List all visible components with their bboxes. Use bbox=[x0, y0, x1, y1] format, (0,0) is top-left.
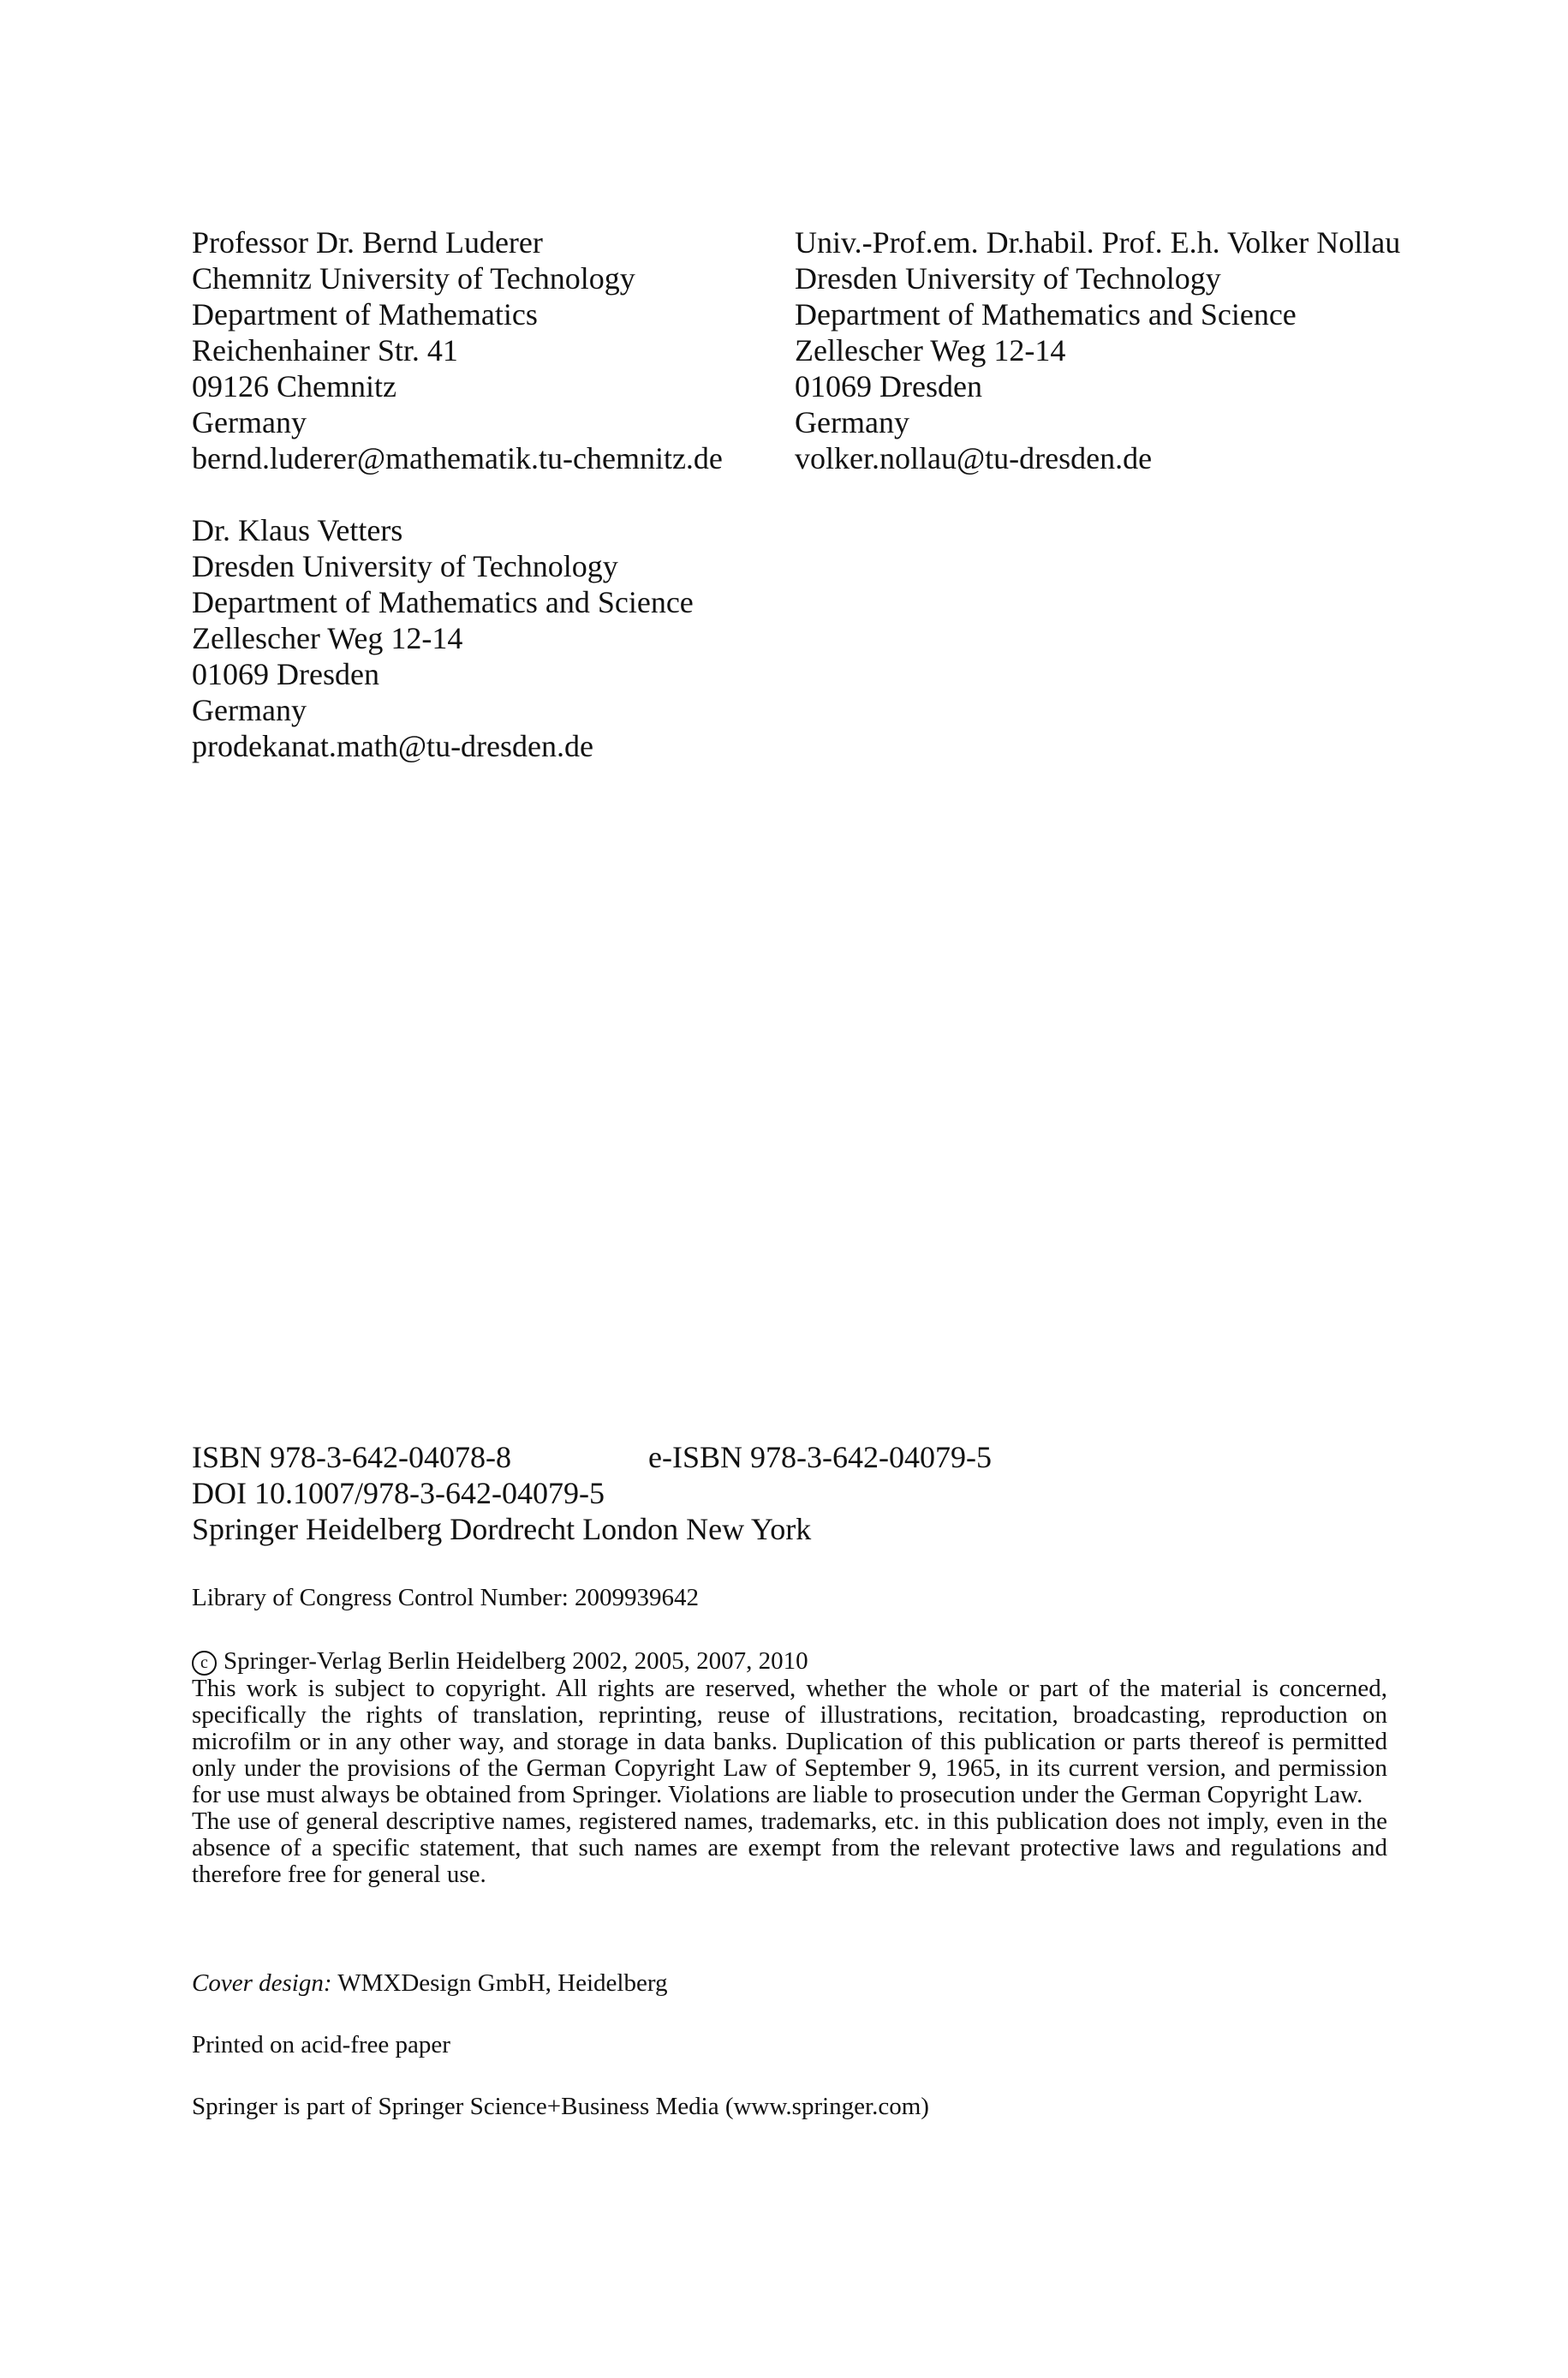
author-name: Dr. Klaus Vetters bbox=[192, 513, 403, 547]
author-university: Dresden University of Technology bbox=[795, 261, 1221, 296]
isbn: ISBN 978-3-642-04078-8 bbox=[192, 1440, 511, 1474]
author-email: bernd.luderer@mathematik.tu-chemnitz.de bbox=[192, 441, 723, 475]
springer-part-note: Springer is part of Springer Science+Business Media (www.springer.com) bbox=[192, 2093, 929, 2120]
author-street: Zellescher Weg 12-14 bbox=[795, 333, 1066, 367]
copyright-block bbox=[192, 1648, 1387, 1888]
author-email: volker.nollau@tu-dresden.de bbox=[795, 441, 1153, 475]
author-address-vetters bbox=[192, 512, 694, 764]
author-country: Germany bbox=[192, 405, 307, 439]
printed-note: Printed on acid-free paper bbox=[192, 2031, 450, 2058]
trademark-text: The use of general descriptive names, registered names, trademarks, etc. in this publication does not imply, even in the absence of a specific statement, that such names are exempt from the relevant protective laws and regulations and therefore free for general use. bbox=[192, 1807, 1387, 1888]
author-department: Department of Mathematics and Science bbox=[795, 297, 1297, 332]
author-city: 01069 Dresden bbox=[192, 657, 379, 691]
author-name: Professor Dr. Bernd Luderer bbox=[192, 225, 543, 260]
author-department: Department of Mathematics bbox=[192, 297, 538, 332]
library-of-congress-number: Library of Congress Control Number: 2009939642 bbox=[192, 1584, 700, 1611]
cover-design-label: Cover design: bbox=[192, 1969, 332, 1997]
author-street: Zellescher Weg 12-14 bbox=[192, 621, 463, 655]
cover-design-credit bbox=[192, 1970, 668, 1997]
doi: DOI 10.1007/978-3-642-04079-5 bbox=[192, 1476, 605, 1510]
isbn-line bbox=[192, 1439, 992, 1475]
author-street: Reichenhainer Str. 41 bbox=[192, 333, 458, 367]
isbn-block bbox=[192, 1439, 992, 1547]
author-country: Germany bbox=[795, 405, 909, 439]
e-isbn: e-ISBN 978-3-642-04079-5 bbox=[648, 1440, 992, 1474]
author-university: Chemnitz University of Technology bbox=[192, 261, 635, 296]
copyright-notice: Springer-Verlag Berlin Heidelberg 2002, 2005, 2007, 2010 bbox=[224, 1647, 808, 1675]
author-address-luderer bbox=[192, 224, 723, 476]
author-name: Univ.-Prof.em. Dr.habil. Prof. E.h. Volker Nollau bbox=[795, 225, 1401, 260]
cover-design-value: WMXDesign GmbH, Heidelberg bbox=[337, 1969, 668, 1997]
author-department: Department of Mathematics and Science bbox=[192, 585, 694, 619]
author-city: 01069 Dresden bbox=[795, 369, 982, 403]
publisher-line: Springer Heidelberg Dordrecht London New York bbox=[192, 1512, 812, 1546]
author-city: 09126 Chemnitz bbox=[192, 369, 396, 403]
copyright-icon: c bbox=[192, 1651, 217, 1676]
author-address-nollau bbox=[795, 224, 1400, 476]
author-university: Dresden University of Technology bbox=[192, 549, 618, 583]
author-email: prodekanat.math@tu-dresden.de bbox=[192, 729, 593, 763]
copyright-notice-line bbox=[192, 1648, 1387, 1676]
author-country: Germany bbox=[192, 693, 307, 727]
copyright-text: This work is subject to copyright. All rights are reserved, whether the whole or part of the material is concerned, specifically the rights of translation, reprinting, reuse of illustrations, recitation, broadcasting, reproduction on microfilm or in any other way, and storage in data banks. Duplication of this publication or parts thereof is permitted only under the provisions of the German Copyright Law of September 9, 1965, in its current version, and permission for use must always be obtained from Springer. Violations are liable to prosecution under the German Copyright Law. bbox=[192, 1675, 1387, 1808]
